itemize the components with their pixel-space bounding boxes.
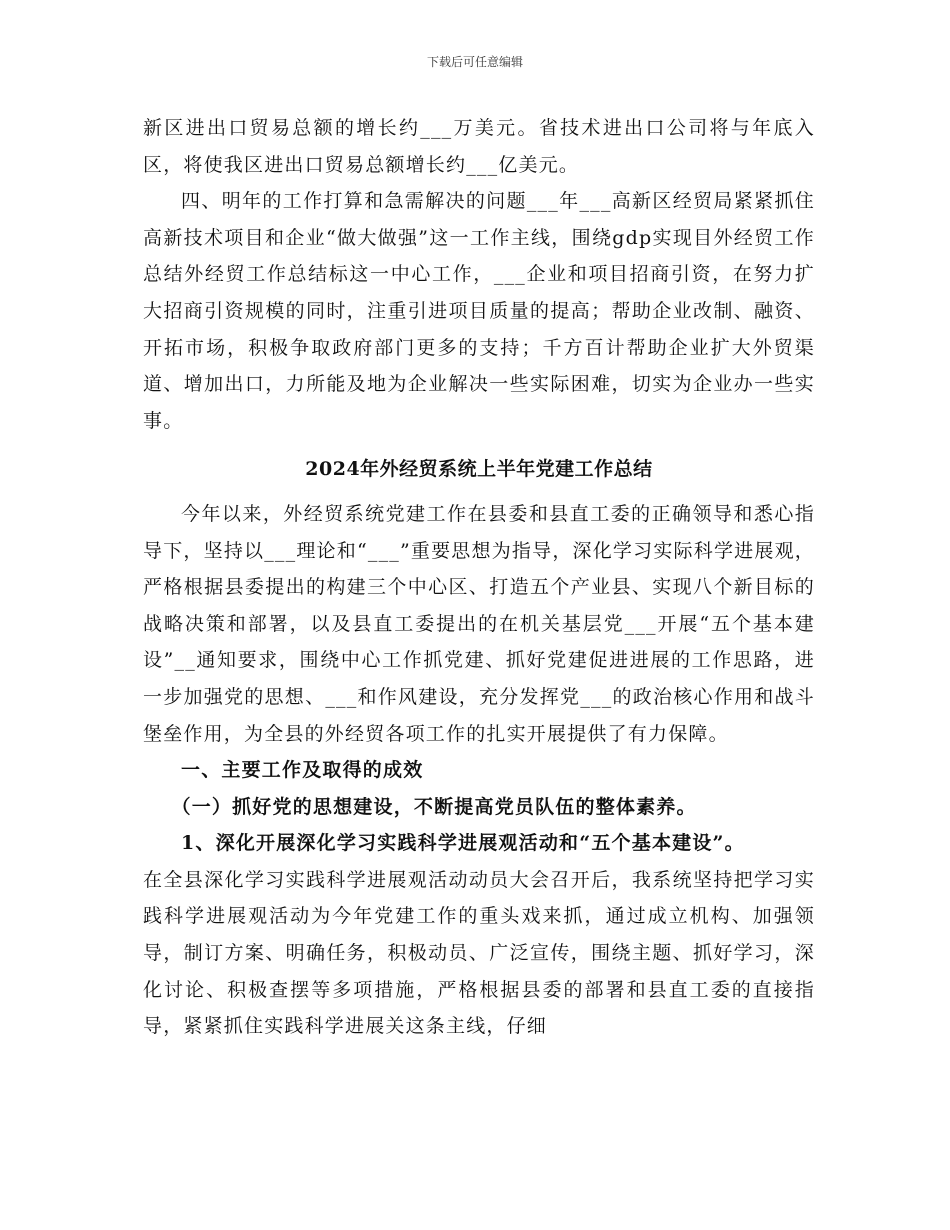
subsection-heading-1: （一）抓好党的思想建设，不断提高党员队伍的整体素养。: [171, 795, 697, 818]
document-title: 2024年外经贸系统上半年党建工作总结: [305, 458, 653, 481]
paragraph-intro: 今年以来，外经贸系统党建工作在县委和县直工委的正确领导和悉心指导下，坚持以___理论和“___”重要思想为指导，深化学习实际科学进展观，严格根据县委提出的构建三个中心区、打造五个产业县、实现八个新目标的战略决策和部署，以及县直工委提出的在机关基层党___开展“五个基本建设”__通知要求，围绕中心工作抓党建、抓好党建促进进展的工作思路，进一步加强党的思想、___和作风建设，充分发挥党___的政治核心作用和战斗堡垒作用，为全县的外经贸各项工作的扎实开展提供了有力保障。: [143, 502, 815, 745]
section-heading-1: 一、主要工作及取得的成效: [181, 759, 424, 782]
page-header: 下载后可任意编辑: [426, 55, 523, 69]
paragraph-prev-1: 新区进出口贸易总额的增长约___万美元。省技术进出口公司将与年底入区，将使我区进出口贸易总额增长约___亿美元。: [143, 117, 815, 176]
item-heading-1: 1、深化开展深化学习实践科学进展观活动和“五个基本建设”。: [181, 832, 745, 855]
document-body: [143, 110, 815, 1045]
paragraph-body: 在全县深化学习实践科学进展观活动动员大会召开后，我系统坚持把学习实践科学进展观活动为今年党建工作的重头戏来抓，通过成立机构、加强领导，制订方案、明确任务，积极动员、广泛宣传，围绕主题、抓好学习，深化讨论、积极查摆等多项措施，严格根据县委的部署和县直工委的直接指导，紧紧抓住实践科学进展关这条主线，仔细: [143, 868, 815, 1038]
paragraph-prev-2: 四、明年的工作打算和急需解决的问题___年___高新区经贸局紧紧抓住高新技术项目和企业“做大做强”这一工作主线，围绕gdp实现目外经贸工作总结外经贸工作总结标这一中心工作，___企业和项目招商引资，在努力扩大招商引资规模的同时，注重引进项目质量的提高；帮助企业改制、融资、开拓市场，积极争取政府部门更多的支持；千方百计帮助企业扩大外贸渠道、增加出口，力所能及地为企业解决一些实际困难，切实为企业办一些实事。: [143, 190, 815, 432]
